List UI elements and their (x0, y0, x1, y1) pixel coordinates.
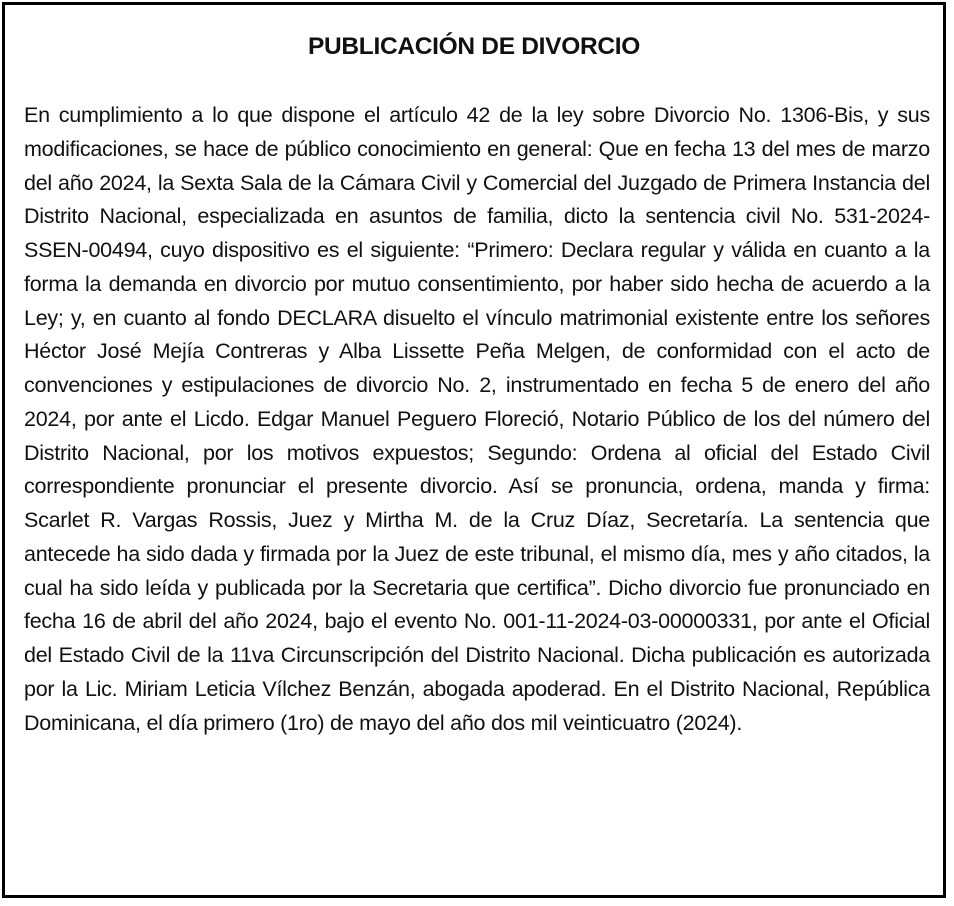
notice-body-paragraph: En cumplimiento a lo que dispone el artículo 42 de la ley sobre Divorcio No. 1306-Bis, y sus modificaciones, se hace de público conocimiento en general: Que en fecha 13 del mes de marzo del año 2024, la Sexta Sala de la Cámara Civil y Comercial del Juzgado de Primera Instancia del Distrito Nacional, especializada en asuntos de familia, dicto la sentencia civil No. 531-2024-SSEN-00494, cuyo dispositivo es el siguiente: “Primero: Declara regular y válida en cuanto a la forma la demanda en divorcio por mutuo consentimiento, por haber sido hecha de acuerdo a la Ley; y, en cuanto al fondo DECLARA disuelto el vínculo matrimonial existente entre los señores Héctor José Mejía Contreras y Alba Lissette Peña Melgen, de conformidad con el acto de convenciones y estipulaciones de divorcio No. 2, instrumentado en fecha 5 de enero del año 2024, por ante el Licdo. Edgar Manuel Peguero Floreció, Notario Público de los del número del Distrito Nacional, por los motivos expuestos; Segundo: Ordena al oficial del Estado Civil correspondiente pronunciar el presente divorcio. Así se pronuncia, ordena, manda y firma: Scarlet R. Vargas Rossis, Juez y Mirtha M. de la Cruz Díaz, Secretaría. La sentencia que antecede ha sido dada y firmada por la Juez de este tribunal, el mismo día, mes y año citados, la cual ha sido leída y publicada por la Secretaria que certifica”. Dicho divorcio fue pronunciado en fecha 16 de abril del año 2024, bajo el evento No. 001-11-2024-03-00000331, por ante el Oficial del Estado Civil de la 11va Circunscripción del Distrito Nacional. Dicha publicación es autorizada por la Lic. Miriam Leticia Vílchez Benzán, abogada apoderad. En el Distrito Nacional, República Dominicana, el día primero (1ro) de mayo del año dos mil veinticuatro (2024). (24, 103, 930, 735)
notice-frame (2, 2, 946, 898)
notice-title: PUBLICACIÓN DE DIVORCIO (307, 33, 641, 60)
